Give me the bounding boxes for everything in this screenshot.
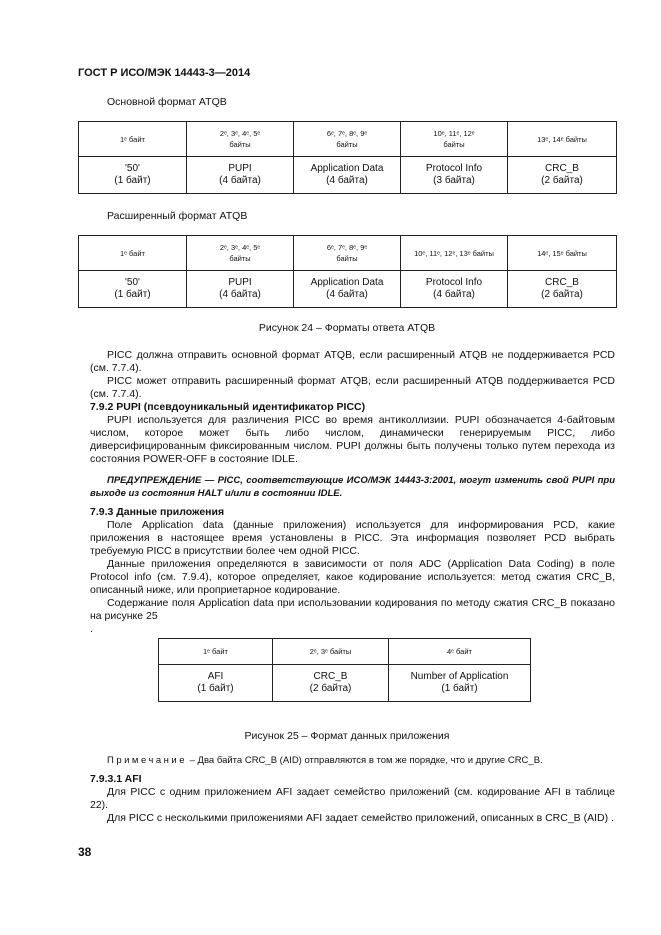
paragraph: Данные приложения определяются в зависимости от поля ADC (Application Data Coding) в поле Protocol info (см. 7.9.4), которое определяет, какое кодирование используется: метод сжатия CRC_B, описанный ниже, или проприетарное кодирование.	[90, 558, 615, 596]
note	[107, 754, 543, 767]
header-cell: 13ᵉ, 14ᵉ байты	[508, 122, 617, 157]
paragraph: Содержание поля Application data при использовании кодирования по методу сжатия CRC_B показано на рисунке 25	[90, 597, 615, 622]
atqb-paragraphs	[90, 349, 615, 466]
value-cell: Number of Application (1 байт)	[389, 665, 531, 702]
paragraph: PICC должна отправить основной формат ATQB, если расширенный ATQB не поддерживается PCD (см. 7.7.4).	[90, 349, 615, 374]
header-cell: 4ᵉ байт	[389, 639, 531, 665]
table2-caption: Расширенный формат ATQB	[107, 210, 248, 222]
header-cell: 10ᵉ, 11ᵉ, 12ᵉ байты	[401, 122, 508, 157]
figure-24-caption: Рисунок 24 – Форматы ответа ATQB	[258, 322, 436, 334]
value-cell: '50' (1 байт)	[79, 271, 187, 308]
note-label: Примечание	[107, 755, 187, 766]
header-cell: 14ᵉ, 15ᵉ байты	[508, 236, 617, 271]
paragraph: PICC может отправить расширенный формат ATQB, если расширенный ATQB поддерживается PCD (см. 7.7.4).	[90, 375, 615, 400]
document-header: ГОСТ Р ИСО/МЭК 14443-3—2014	[78, 67, 251, 79]
value-cell: PUPI (4 байта)	[187, 271, 294, 308]
paragraph: Для PICC с одним приложением AFI задает семейство приложений (см. кодирование AFI в таблице 22).	[90, 786, 615, 811]
section-7-9-2-title: 7.9.2 PUPI (псевдоуникальный идентификатор PICC)	[90, 401, 366, 413]
value-cell: AFI (1 байт)	[159, 665, 273, 702]
warning-paragraph	[90, 474, 615, 500]
header-cell: 2ᵉ, 3ᵉ, 4ᵉ, 5ᵉ байты	[187, 236, 294, 271]
header-cell: 6ᵉ, 7ᵉ, 8ᵉ, 9ᵉ байты	[294, 122, 401, 157]
section-7-9-3-title: 7.9.3 Данные приложения	[90, 506, 225, 518]
value-cell: '50' (1 байт)	[79, 157, 187, 194]
header-cell: 1ᵉ байт	[79, 236, 187, 271]
application-data-table	[158, 638, 531, 702]
value-cell: Application Data (4 байта)	[294, 157, 401, 194]
value-cell: CRC_B (2 байта)	[508, 271, 617, 308]
figure-25-caption: Рисунок 25 – Формат данных приложения	[244, 730, 450, 742]
header-cell: 10ᵉ, 11ᵉ, 12ᵉ, 13ᵉ байты	[401, 236, 508, 271]
header-cell: 6ᵉ, 7ᵉ, 8ᵉ, 9ᵉ байты	[294, 236, 401, 271]
paragraph: Для PICC с несколькими приложениями AFI задает семейство приложений, описанных в CRC_B (AID) .	[107, 812, 614, 824]
value-cell: Application Data (4 байта)	[294, 271, 401, 308]
value-cell: Protocol Info (4 байта)	[401, 271, 508, 308]
warning-text: ПРЕДУПРЕЖДЕНИЕ — PICC, соответствующие ИСО/МЭК 14443-3:2001, могут изменить свой PUPI при выходе из состояния HALT и/или в состоянии IDLE.	[90, 475, 615, 499]
value-cell: PUPI (4 байта)	[187, 157, 294, 194]
header-cell: 2ᵉ, 3ᵉ, 4ᵉ, 5ᵉ байты	[187, 122, 294, 157]
page-number: 38	[78, 845, 92, 859]
value-cell: CRC_B (2 байта)	[273, 665, 389, 702]
paragraph: PUPI используется для различения PICC во время антиколлизии. PUPI обозначается 4-байтовым числом, которое может быть либо числом, динамически генерируемым PICC, либо диверсифицированным фиксированным числом. PUPI должны быть получены только путем перехода из состояния POWER-OFF в состояние IDLE.	[90, 414, 615, 465]
header-cell: 1ᵉ байт	[159, 639, 273, 665]
value-cell: Protocol Info (3 байта)	[401, 157, 508, 194]
header-cell: 1ᵉ байт	[79, 122, 187, 157]
section-7-9-3	[90, 506, 615, 636]
paragraph: Поле Application data (данные приложения) используется для информирования PCD, какие приложения в настоящее время установлены в PICC. Эта информация позволяет PCD выбрать требуемую PICC в присутствии более чем одной PICC.	[90, 519, 615, 557]
stray-dot: .	[90, 623, 93, 635]
atqb-extended-table	[78, 235, 617, 308]
header-cell: 2ᵉ, 3ᵉ байты	[273, 639, 389, 665]
table1-caption: Основной формат ATQB	[107, 96, 227, 108]
value-cell: CRC_B (2 байта)	[508, 157, 617, 194]
section-7-9-3-1-title: 7.9.3.1 AFI	[90, 773, 142, 785]
note-text: – Два байта CRC_B (AID) отправляются в том же порядке, что и другие CRC_B.	[187, 755, 543, 766]
atqb-basic-table	[78, 121, 617, 194]
section-7-9-3-1	[90, 773, 615, 825]
